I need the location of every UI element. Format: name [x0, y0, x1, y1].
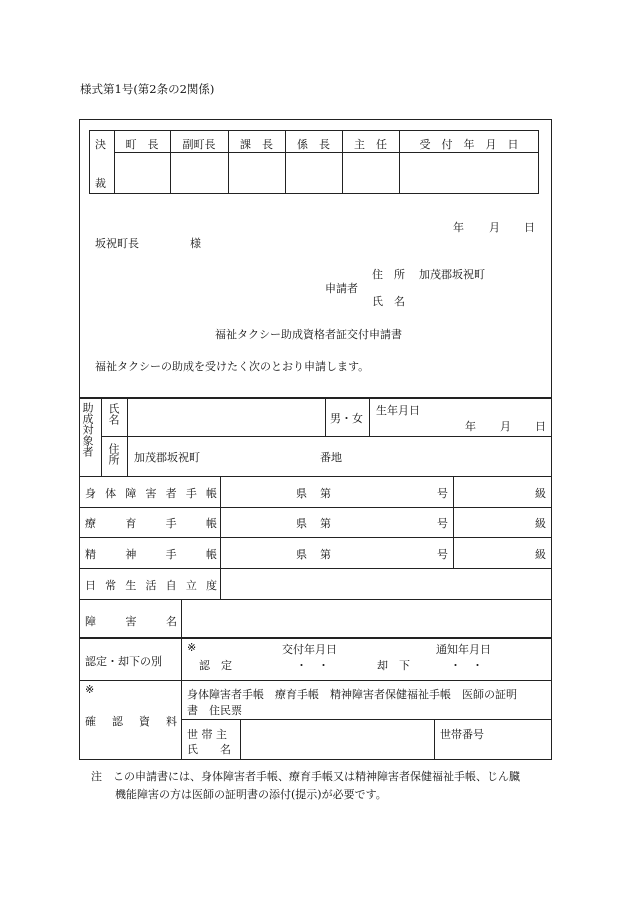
birth-label: 生年月日 — [376, 404, 420, 417]
handbook-mental-kyu: 級 — [535, 548, 546, 561]
approval-label-top: 決 — [95, 138, 106, 151]
target-address-value: 加茂郡坂祝町 — [134, 451, 200, 464]
document-title: 福祉タクシー助成資格者証交付申請書 — [215, 328, 402, 341]
issue-date-label: 交付年月日 — [282, 643, 337, 656]
note-line1: 注 この申請書には、身体障害者手帳、療育手帳又は精神障害者保健福祉手帳、じん臓 — [91, 770, 520, 783]
approval-header-reception-date: 受 付 年 月 日 — [419, 138, 519, 151]
handbook-rehab-ken: 県 — [296, 517, 307, 530]
handbook-rehab-dai: 第 — [320, 517, 331, 530]
addressee-name: 坂祝町長 — [95, 237, 139, 250]
target-name-label: 氏名 — [107, 403, 120, 425]
target-banchi: 番地 — [320, 451, 342, 464]
approval-header-subsection-chief: 係 長 — [297, 138, 330, 151]
target-group-label: 助成対象者 — [81, 402, 94, 457]
intro-text: 福祉タクシーの助成を受けたく次のとおり申請します。 — [95, 360, 370, 373]
approval-label-bottom: 裁 — [95, 177, 106, 190]
applicant-label: 申請者 — [325, 282, 358, 295]
confirm-mark: ※ — [85, 683, 95, 696]
handbook-mental-dai: 第 — [320, 548, 331, 561]
decision-label: 認定・却下の別 — [85, 655, 162, 668]
handbook-mental-go: 号 — [437, 548, 448, 561]
approval-header-staff: 主 任 — [354, 138, 387, 151]
handbook-rehab-label: 療育手帳 — [85, 517, 217, 530]
handbook-rehab-kyu: 級 — [535, 517, 546, 530]
disability-name-label: 障害名 — [85, 615, 177, 628]
approve-label: 認 定 — [199, 659, 232, 672]
handbook-physical-dai: 第 — [320, 487, 331, 500]
handbook-physical-kyu: 級 — [535, 487, 546, 500]
form-number: 様式第1号(第2条の2関係) — [80, 82, 215, 96]
date-month: 月 — [489, 221, 500, 234]
addressee-honorific: 様 — [190, 237, 201, 250]
approval-header-section-chief: 課 長 — [240, 138, 273, 151]
date-year: 年 — [453, 221, 464, 234]
handbook-physical-go: 号 — [437, 487, 448, 500]
notice-date-label: 通知年月日 — [436, 643, 491, 656]
confirm-label: 確認資料 — [85, 715, 177, 728]
note-line2: 機能障害の方は医師の証明書の添付(提示)が必要です。 — [115, 788, 387, 801]
applicant-name-label: 氏 名 — [372, 295, 405, 308]
birth-month: 月 — [500, 420, 511, 433]
confirm-materials-line2: 書 住民票 — [187, 704, 242, 717]
approve-dots: ・ ・ — [296, 659, 329, 672]
sex-field: 男・女 — [330, 412, 363, 425]
birth-day: 日 — [535, 420, 546, 433]
birth-year: 年 — [465, 420, 476, 433]
handbook-mental-ken: 県 — [296, 548, 307, 561]
reject-dots: ・ ・ — [450, 659, 483, 672]
household-number-label: 世帯番号 — [440, 728, 484, 741]
household-head-label-line1: 世 帯 主 — [187, 728, 227, 741]
applicant-address-value: 加茂郡坂祝町 — [419, 268, 485, 281]
household-head-label-line2: 氏 名 — [187, 743, 231, 756]
approval-header-deputy-mayor: 副町長 — [182, 138, 216, 151]
handbook-rehab-go: 号 — [437, 517, 448, 530]
confirm-materials-line1: 身体障害者手帳 療育手帳 精神障害者保健福祉手帳 医師の証明 — [187, 688, 517, 701]
handbook-mental-label: 精神手帳 — [85, 548, 217, 561]
applicant-address-label: 住 所 — [372, 268, 405, 281]
decision-mark: ※ — [187, 641, 197, 654]
target-address-label: 住所 — [107, 443, 120, 465]
handbook-physical-label: 身体障害者手帳 — [85, 487, 217, 500]
handbook-physical-ken: 県 — [296, 487, 307, 500]
reject-label: 却 下 — [377, 659, 410, 672]
approval-header-mayor: 町 長 — [125, 138, 159, 151]
daily-life-label: 日常生活自立度 — [85, 579, 217, 592]
date-day: 日 — [524, 221, 535, 234]
